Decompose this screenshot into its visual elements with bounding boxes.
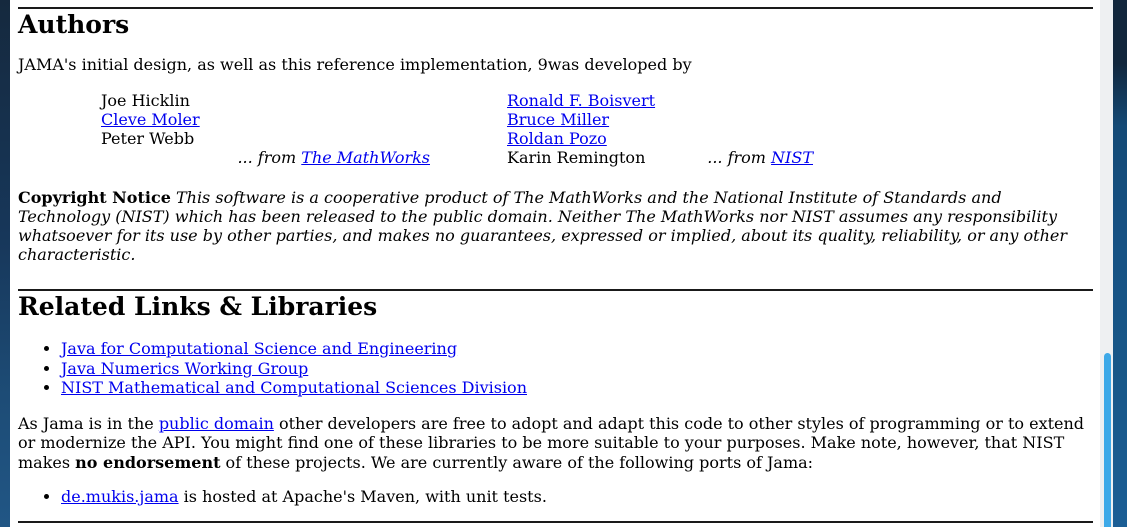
nist-link[interactable]: NIST <box>771 148 813 167</box>
ports-text-1: As Jama is in the <box>18 413 159 433</box>
ports-text-3: of these projects. We are currently aware of the following ports of Jama: <box>220 452 814 472</box>
scrollbar-thumb[interactable] <box>1104 353 1111 527</box>
link-java-computational-science[interactable]: Java for Computational Science and Engineering <box>61 339 458 358</box>
author-link-roldan-pozo[interactable]: Roldan Pozo <box>507 129 607 148</box>
authors-column-nist <box>507 91 813 167</box>
author-link-ronald-boisvert[interactable]: Ronald F. Boisvert <box>507 91 656 110</box>
author-link-bruce-miller[interactable]: Bruce Miller <box>507 110 610 129</box>
author-link-cleve-moler[interactable]: Cleve Moler <box>101 110 200 129</box>
from-mathworks-line <box>101 148 430 167</box>
port-item-text: is hosted at Apache's Maven, with unit tests. <box>178 487 547 506</box>
list-item <box>61 359 1093 379</box>
from-nist-group <box>707 148 813 167</box>
copyright-notice-paragraph <box>18 188 1093 264</box>
from-prefix: ... from <box>237 148 302 167</box>
no-endorsement-emphasis: no endorsement <box>75 452 221 472</box>
list-item <box>61 339 1093 359</box>
authors-table <box>18 91 1093 167</box>
copyright-notice-body: This software is a cooperative product of The MathWorks and the National Institute of Standards and Technology (NIST) which has been released to the public domain. Neither The MathWorks nor NIST assumes any responsibility whatsoever for its use by other parties, and makes no guarantees, expressed or implied, about its quality, reliability, or any other characteristic. <box>18 188 1068 264</box>
ports-paragraph <box>18 414 1093 473</box>
top-divider <box>18 7 1093 9</box>
authors-heading: Authors <box>18 10 130 39</box>
scrollbar[interactable] <box>1100 0 1113 527</box>
author-name-row <box>507 129 813 148</box>
link-java-numerics-group[interactable]: Java Numerics Working Group <box>61 358 309 378</box>
list-item <box>61 378 1093 398</box>
author-name-row <box>507 91 813 110</box>
author-name: Karin Remington <box>507 148 646 167</box>
author-name: Joe Hicklin <box>101 91 190 110</box>
page-content <box>10 0 1100 527</box>
authors-column-mathworks <box>101 91 430 167</box>
right-window-edge <box>1113 0 1127 527</box>
author-name-row <box>507 110 813 129</box>
from-nist-line <box>507 148 813 167</box>
public-domain-link[interactable]: public domain <box>158 413 274 433</box>
left-window-edge <box>0 0 10 527</box>
author-name: Peter Webb <box>101 129 195 148</box>
from-prefix: ... from <box>707 148 772 167</box>
section-divider <box>18 289 1093 291</box>
link-nist-math-division[interactable]: NIST Mathematical and Computational Sciences Division <box>61 378 527 397</box>
author-name-row <box>101 110 430 129</box>
copyright-notice-label: Copyright Notice <box>18 188 171 207</box>
ports-text-2: other developers are free to adopt and adapt this code to other styles of programming or to extend or modernize the API. You might find one of these libraries to be more suitable to your purposes. Make note, however, that NIST makes <box>18 413 1085 472</box>
bottom-divider <box>18 521 1093 523</box>
mathworks-link[interactable]: The MathWorks <box>301 148 430 167</box>
de-mukis-jama-link[interactable]: de.mukis.jama <box>61 487 179 506</box>
list-item <box>61 487 1093 507</box>
related-links-list <box>18 339 1093 398</box>
authors-intro-text: JAMA's initial design, as well as this reference implementation, 9was developed by <box>18 55 692 74</box>
related-links-heading: Related Links & Libraries <box>18 292 378 321</box>
ports-list <box>18 487 1093 507</box>
